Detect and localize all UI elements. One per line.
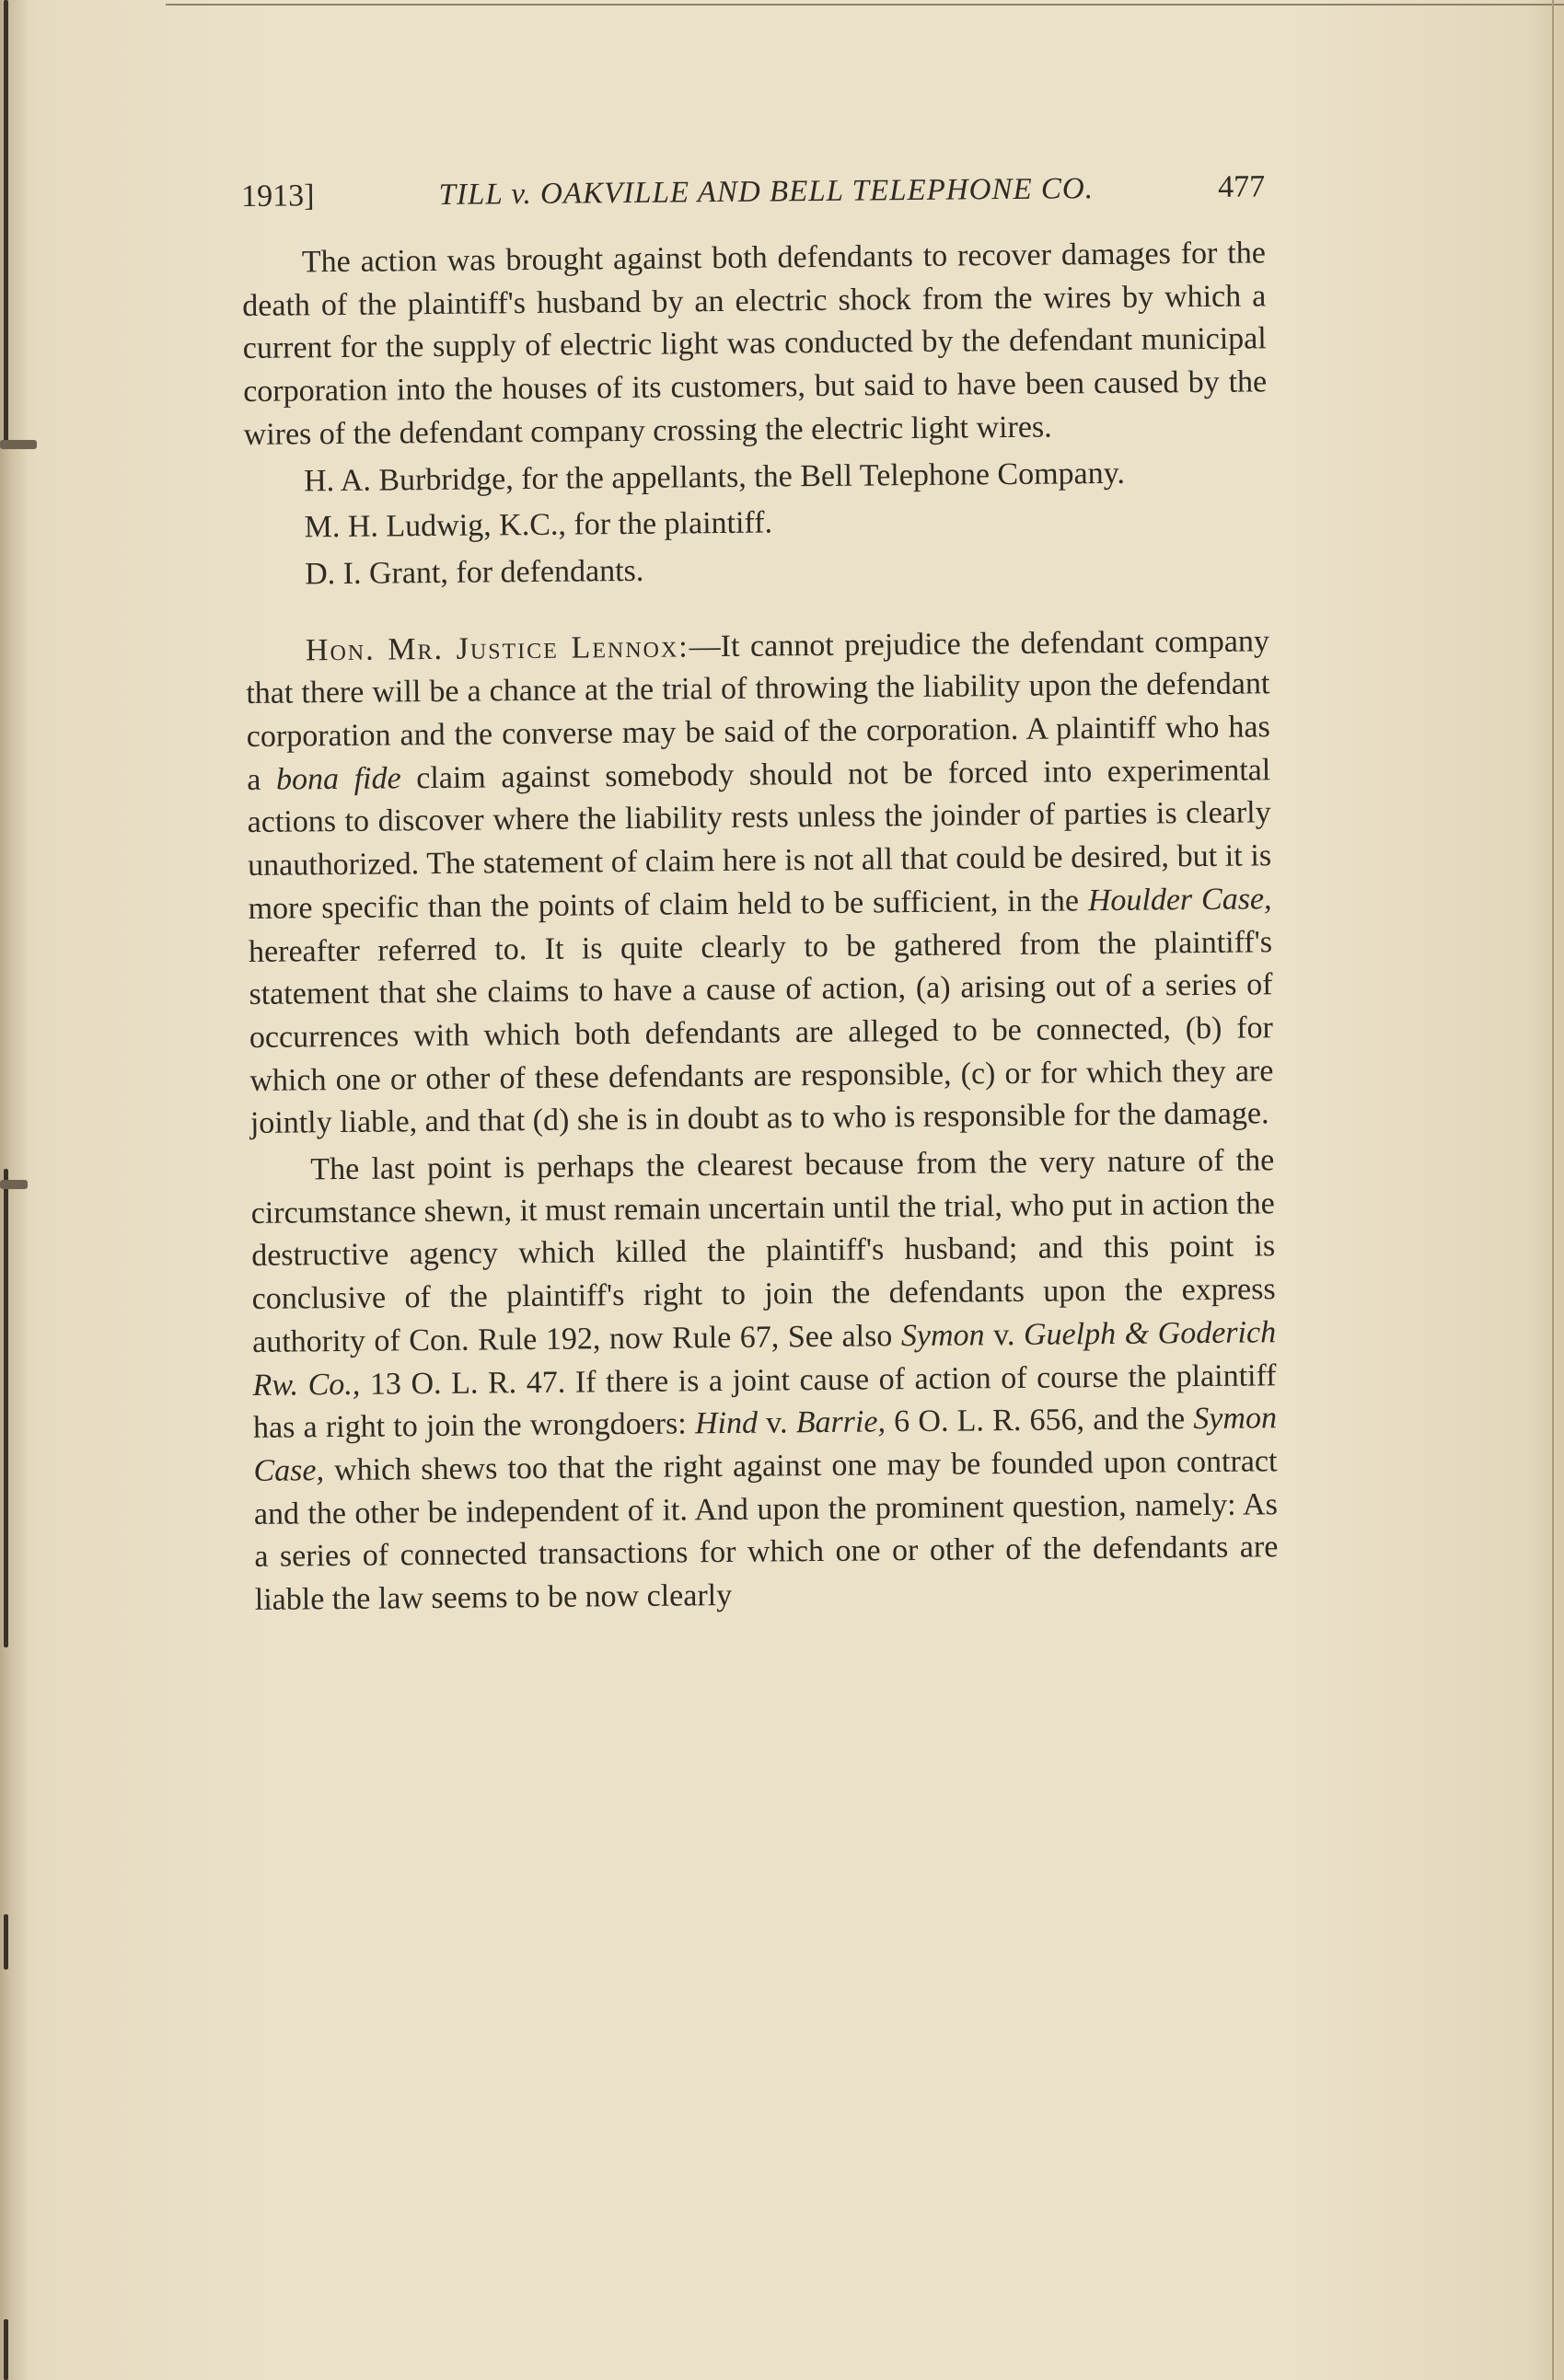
binding-thread [4, 2319, 8, 2380]
page-right-edge [1552, 0, 1554, 2380]
counsel-plaintiff: M. H. Ludwig, K.C., for the plaintiff. [304, 505, 773, 545]
case-summary: The action was brought against both defendants to recover damages for the death of the plaintiff's husband by an electric shock from the wires by which a current for the supply of electric light was conducted by the defendant municipal corporation into the houses of its customers, but said to have been caused by the wires of the defendant company crossing the electric light wires. [242, 236, 1268, 452]
case-citation: Symon [900, 1318, 985, 1354]
case-citation: Guelph & Goderich Rw. Co., [252, 1315, 1277, 1403]
case-citation: Hind [694, 1405, 759, 1441]
page-number: 477 [1217, 169, 1266, 204]
opinion-text: which shews too that the right against one may be founded upon contract and the other be independent of it. And upon the prominent question, namely: As a series of connected transactions for which one or other of the defendants are liable the law seems to be now clearly [253, 1444, 1279, 1618]
case-citation: Symon Case, [253, 1401, 1278, 1488]
binding-thread [4, 0, 8, 442]
opinion-text: 6 O. L. R. 656, and the [894, 1402, 1186, 1439]
opinion-text: 13 O. L. R. 47. If there is a joint cause of action of course the plaintiff has a right to join the wrongdoers: [252, 1358, 1277, 1446]
page-text [241, 169, 1279, 1622]
binding-thread [4, 1169, 8, 1647]
opinion-text: —It cannot prejudice the defendant company that there will be a chance at the trial of throwing the liability upon the defendant corporation and the converse may be said of the corporation. A plaintiff who has a [246, 623, 1270, 797]
opinion-text: hereafter referred to. It is quite clearly to be gathered from the plaintiff's statement that she claims to have a cause of action, (a) arising out of a series of occurrences with which both defendants are alleged to be connected, (b) for which one or other of these defendants are responsible, (c) or for which they are jointly liable, and that (d) she is in doubt as to who is responsible for the damage. [248, 924, 1274, 1141]
opinion-text: v. [766, 1405, 788, 1440]
case-citation: Barrie, [795, 1404, 886, 1440]
italic-term: bona fide [275, 761, 401, 797]
opinion-text: claim against somebody should not be forced into experimental actions to discover where the liability rests unless the joinder of parties is clearly unauthorized. The statement of claim here is not all that could be desired, but it is more specific than the points of claim held to be sufficient, in the [247, 753, 1272, 926]
counsel-appellants: H. A. Burbridge, for the appellants, the Bell Telephone Company. [303, 456, 1126, 498]
binding-tab [0, 1180, 28, 1189]
page-top-edge [166, 4, 1564, 6]
binding-thread [4, 1914, 8, 1970]
counsel-defendants: D. I. Grant, for defendants. [304, 553, 644, 592]
judge-name: Hon. Mr. Justice Lennox: [305, 629, 689, 667]
opinion-paragraph-2 [250, 1139, 1279, 1622]
header-year: 1913] [241, 179, 315, 214]
case-citation: Houlder Case, [1087, 882, 1272, 918]
opinion-paragraph-1 [246, 620, 1274, 1146]
opinion-text: The last point is perhaps the clearest because from the very nature of the circumstance shewn, it must remain uncertain until the trial, who put in action the destructive agency which killed the plaintiff's husband; and this point is conclusive of the plaintiff's right to join the defendants upon the express authority of Con. Rule 192, now Rule 67, See also [250, 1143, 1276, 1359]
binding-tab [0, 440, 37, 449]
opinion-text: v. [992, 1317, 1015, 1353]
header-title: TILL v. OAKVILLE AND BELL TELEPHONE CO. [438, 172, 1095, 212]
